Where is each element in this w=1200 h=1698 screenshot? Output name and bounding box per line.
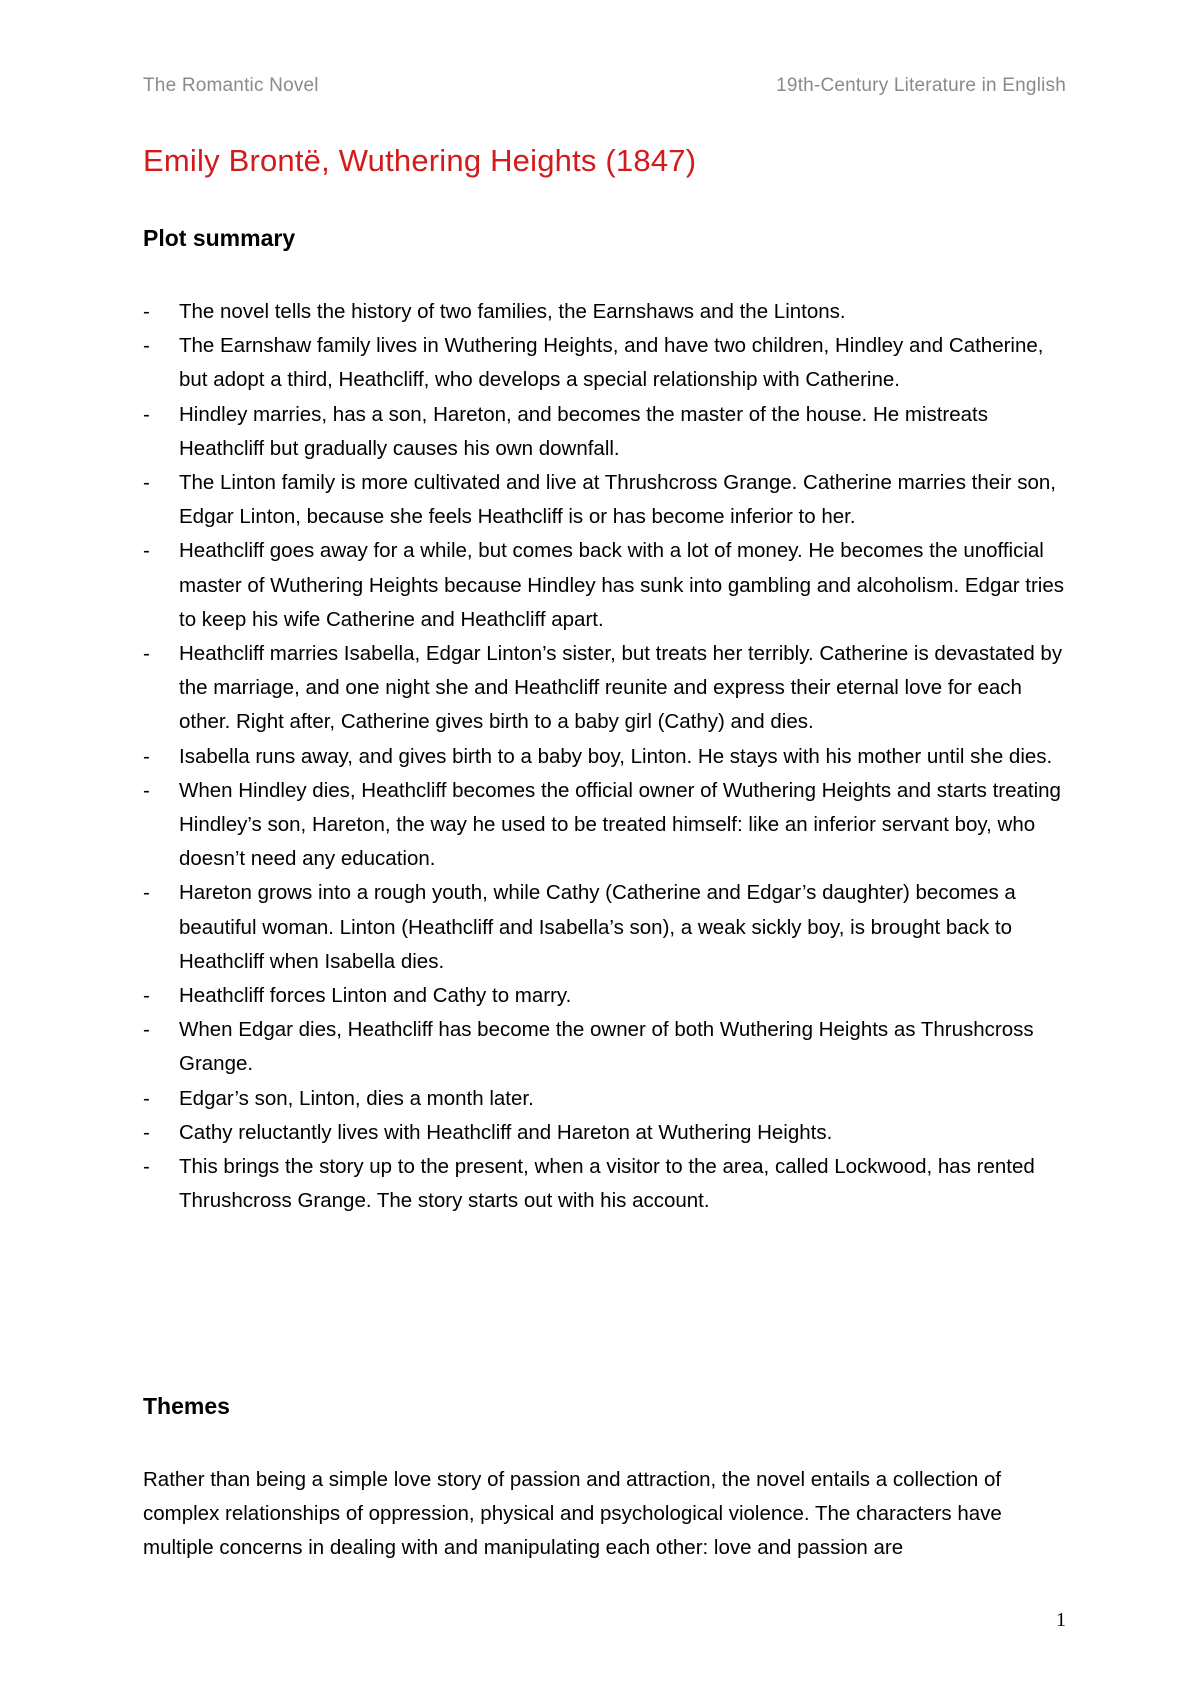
list-item-text: Cathy reluctantly lives with Heathcliff and Hareton at Wuthering Heights. [179, 1120, 833, 1144]
bullet-dash: - [143, 539, 150, 563]
bullet-dash: - [143, 1086, 150, 1110]
list-item [143, 1116, 1068, 1150]
list-item-text: The Linton family is more cultivated and live at Thrushcross Grange. Catherine marries their son, Edgar Linton, because she feels Heathcliff is or has become inferior to her. [179, 471, 1056, 529]
list-item [143, 637, 1068, 740]
page-header [143, 72, 1066, 100]
bullet-dash: - [143, 471, 150, 495]
list-item-text: Isabella runs away, and gives birth to a baby boy, Linton. He stays with his mother until she dies. [179, 744, 1053, 768]
list-item-text: Edgar’s son, Linton, dies a month later. [179, 1086, 534, 1110]
list-item-text: Hareton grows into a rough youth, while Cathy (Catherine and Edgar’s daughter) becomes a beautiful woman. Linton (Heathcliff and Isabella’s son), a weak sickly boy, is brought back to Heathcliff when Isabella dies. [179, 881, 1016, 973]
list-item [143, 774, 1068, 877]
bullet-dash: - [143, 334, 150, 358]
plot-summary-list [143, 295, 1068, 1218]
page-number: 1 [1056, 1609, 1066, 1631]
plot-summary-heading: Plot summary [143, 225, 296, 251]
bullet-dash: - [143, 402, 150, 426]
list-item-text: Heathcliff goes away for a while, but comes back with a lot of money. He becomes the unofficial master of Wuthering Heights because Hindley has sunk into gambling and alcoholism. Edgar tries to keep his wife Catherine and Heathcliff apart. [179, 539, 1065, 631]
bullet-dash: - [143, 300, 150, 323]
list-item-text: The novel tells the history of two families, the Earnshaws and the Lintons. [179, 300, 846, 323]
list-item-text: Heathcliff marries Isabella, Edgar Linton’s sister, but treats her terribly. Catherine is devastated by the marriage, and one night she and Heathcliff reunite and express their eternal love for each other. Right after, Catherine gives birth to a baby girl (Cathy) and dies. [179, 642, 1063, 734]
list-item-text: Heathcliff forces Linton and Cathy to marry. [179, 984, 572, 1008]
bullet-dash: - [143, 1120, 150, 1144]
list-item-text: When Edgar dies, Heathcliff has become the owner of both Wuthering Heights as Thrushcross Grange. [179, 1018, 1034, 1076]
list-item [143, 295, 1068, 329]
bullet-dash: - [143, 881, 150, 905]
header-module-title: 19th-Century Literature in English [776, 75, 1066, 96]
list-item [143, 740, 1068, 774]
list-item-text: The Earnshaw family lives in Wuthering Heights, and have two children, Hindley and Catherine, but adopt a third, Heathcliff, who develops a special relationship with Catherine. [179, 334, 1044, 392]
bullet-dash: - [143, 778, 150, 802]
list-item [143, 534, 1068, 637]
list-item [143, 876, 1068, 979]
list-item-text: Hindley marries, has a son, Hareton, and becomes the master of the house. He mistreats Heathcliff but gradually causes his own downfall. [179, 402, 988, 460]
list-item [143, 398, 1068, 466]
bullet-dash: - [143, 1155, 150, 1179]
list-item [143, 329, 1068, 397]
list-item-text: This brings the story up to the present, when a visitor to the area, called Lockwood, has rented Thrushcross Grange. The story starts out with his account. [179, 1155, 1035, 1213]
list-item [143, 1150, 1068, 1218]
document-title: Emily Brontë, Wuthering Heights (1847) [143, 143, 697, 178]
bullet-dash: - [143, 984, 150, 1008]
bullet-dash: - [143, 744, 150, 768]
themes-paragraph: Rather than being a simple love story of passion and attraction, the novel entails a collection of complex relationships of oppression, physical and psychological violence. The characters have multiple concerns in dealing with and manipulating each other: love and passion are [143, 1468, 1002, 1560]
bullet-dash: - [143, 1018, 150, 1042]
bullet-dash: - [143, 642, 150, 666]
list-item [143, 1013, 1068, 1081]
themes-heading: Themes [143, 1393, 230, 1419]
list-item-text: When Hindley dies, Heathcliff becomes the official owner of Wuthering Heights and starts treating Hindley’s son, Hareton, the way he used to be treated himself: like an inferior servant boy, who doesn’t need any education. [179, 778, 1061, 871]
list-item [143, 979, 1068, 1013]
header-course-title: The Romantic Novel [143, 75, 319, 96]
list-item [143, 1082, 1068, 1116]
list-item [143, 466, 1068, 534]
